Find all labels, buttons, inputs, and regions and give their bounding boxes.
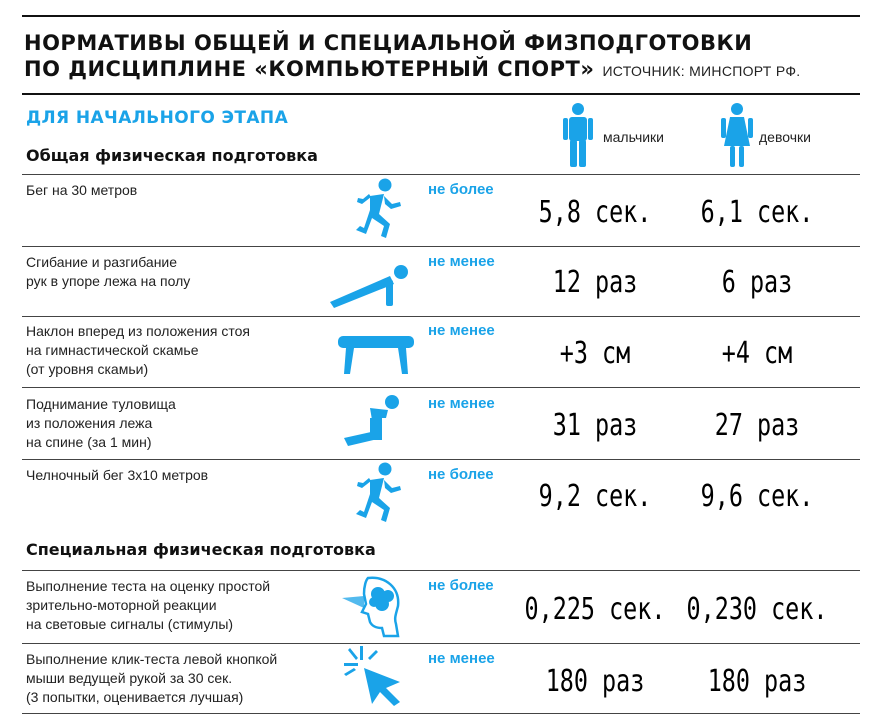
girl-figure-icon: [720, 102, 754, 168]
row-divider: [22, 643, 860, 644]
qualifier-label: не менее: [428, 650, 495, 667]
qualifier-label: не менее: [428, 322, 495, 339]
row-description: Поднимание туловища из положения лежа на спине (за 1 мин): [26, 396, 176, 450]
source-label: ИСТОЧНИК: МИНСПОРТ РФ.: [602, 63, 801, 79]
row-divider: [22, 316, 860, 317]
value-girls: 6,1 сек.: [700, 195, 814, 230]
column-header-girls: девочки: [759, 129, 811, 145]
running-icon: [352, 462, 404, 524]
page-title-line2: [24, 56, 800, 84]
value-boys: 0,225 сек.: [524, 592, 666, 627]
stage-label: ДЛЯ НАЧАЛЬНОГО ЭТАПА: [26, 108, 289, 128]
value-girls: 0,230 сек.: [686, 592, 828, 627]
section-title-general: Общая физическая подготовка: [26, 146, 318, 165]
row-divider: [22, 174, 860, 175]
page-title-text: ПО ДИСЦИПЛИНЕ «КОМПЬЮТЕРНЫЙ СПОРТ»: [24, 57, 595, 81]
row-divider: [22, 459, 860, 460]
row-divider: [22, 246, 860, 247]
boy-figure-icon: [560, 102, 596, 168]
title-rule: [22, 93, 860, 95]
brain-icon: [338, 574, 410, 640]
value-boys: 9,2 сек.: [538, 479, 652, 514]
row-divider: [22, 387, 860, 388]
value-girls: +4 см: [721, 336, 793, 371]
value-boys: 180 раз: [545, 664, 645, 699]
bench-icon: [334, 334, 418, 376]
column-header-boys: мальчики: [603, 129, 664, 145]
row-divider: [22, 570, 860, 571]
qualifier-label: не менее: [428, 395, 495, 412]
value-boys: 12 раз: [552, 265, 638, 300]
qualifier-label: не более: [428, 181, 494, 198]
row-description: Сгибание и разгибание рук в упоре лежа на полу: [26, 254, 191, 289]
situp-icon: [340, 394, 404, 448]
pushup-icon: [328, 262, 412, 308]
qualifier-label: не менее: [428, 253, 495, 270]
value-boys: 31 раз: [552, 408, 638, 443]
section-title-special: Специальная физическая подготовка: [26, 540, 376, 559]
qualifier-label: не более: [428, 577, 494, 594]
value-girls: 9,6 сек.: [700, 479, 814, 514]
qualifier-label: не более: [428, 466, 494, 483]
value-girls: 6 раз: [721, 265, 793, 300]
top-rule: [22, 15, 860, 17]
cursor-click-icon: [342, 646, 406, 708]
row-description: Выполнение клик-теста левой кнопкой мыши ведущей рукой за 30 сек. (3 попытки, оценивается лучшая): [26, 651, 278, 705]
row-description: Бег на 30 метров: [26, 182, 138, 198]
row-description: Выполнение теста на оценку простой зрительно-моторной реакции на световые сигналы (стимулы): [26, 578, 271, 632]
value-boys: 5,8 сек.: [538, 195, 652, 230]
row-description: Наклон вперед из положения стоя на гимнастической скамье (от уровня скамьи): [26, 323, 250, 377]
page-title-line1: НОРМАТИВЫ ОБЩЕЙ И СПЕЦИАЛЬНОЙ ФИЗПОДГОТОВКИ: [24, 31, 753, 55]
row-description: Челночный бег 3х10 метров: [26, 467, 209, 483]
value-boys: +3 см: [559, 336, 631, 371]
running-icon: [352, 178, 404, 240]
value-girls: 180 раз: [707, 664, 807, 699]
value-girls: 27 раз: [714, 408, 800, 443]
row-divider: [22, 713, 860, 714]
